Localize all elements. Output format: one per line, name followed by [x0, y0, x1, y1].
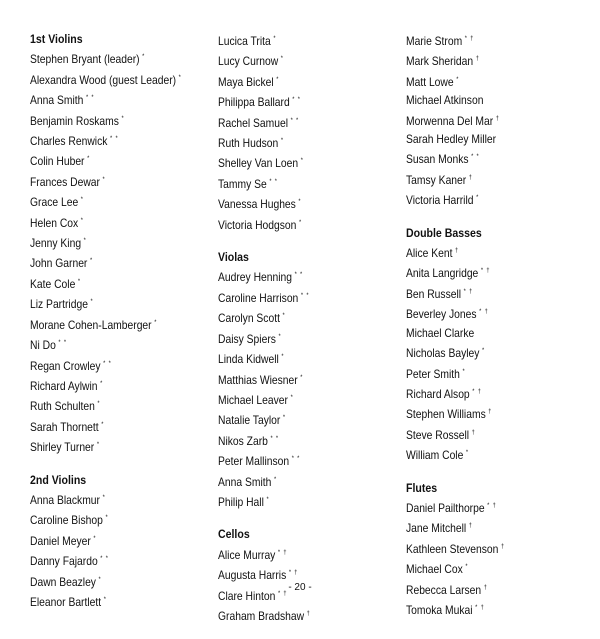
member-name: Victoria Harrild: [406, 193, 474, 208]
member-name: John Garner: [30, 256, 88, 271]
member-name: Mark Sheridan: [406, 54, 474, 69]
member-entry: [406, 50, 565, 70]
member-name: Nicholas Bayley: [406, 346, 480, 361]
member-entry: [218, 112, 373, 132]
member-marks: *: [465, 449, 469, 457]
member-marks: *: [280, 55, 284, 63]
member-name: Shirley Turner: [30, 440, 95, 455]
member-name: Michael Cox: [406, 562, 463, 577]
member-entry: [406, 383, 565, 403]
member-entry: [218, 450, 373, 470]
member-marks: *: [83, 237, 87, 245]
member-marks: *: [87, 155, 91, 163]
member-name: Michael Leaver: [218, 392, 288, 407]
member-marks: *: [278, 332, 282, 340]
member-entry: [218, 152, 373, 172]
member-marks: * *: [290, 116, 300, 124]
member-marks: * *: [471, 153, 480, 161]
member-entry: [218, 50, 373, 70]
member-name: Anna Smith: [218, 474, 272, 489]
member-entry: [30, 550, 185, 570]
member-entry: [406, 262, 565, 282]
member-marks: †: [495, 114, 500, 122]
member-entry: [30, 89, 185, 109]
member-name: Ben Russell: [406, 286, 462, 301]
section-heading: Flutes: [406, 480, 438, 495]
member-name: Stephen Bryant (leader): [30, 52, 140, 67]
member-marks: *: [300, 157, 304, 165]
member-marks: *: [482, 347, 486, 355]
member-name: Vanessa Hughes: [218, 197, 296, 212]
column-2: [218, 30, 398, 639]
member-name: Rachel Samuel: [218, 115, 288, 130]
member-marks: * †: [463, 287, 474, 295]
member-marks: *: [98, 575, 102, 583]
column-3: [406, 30, 591, 633]
member-name: Daisy Spiers: [218, 331, 276, 346]
member-marks: * *: [269, 177, 278, 185]
member-name: Grace Lee: [30, 195, 79, 210]
member-name: Graham Bradshaw: [218, 608, 305, 623]
member-marks: * †: [288, 569, 299, 577]
member-marks: * †: [479, 308, 489, 316]
member-name: Colin Huber: [30, 154, 85, 169]
member-name: William Cole: [406, 448, 464, 463]
section-heading: 1st Violins: [30, 32, 83, 46]
member-entry: [406, 599, 565, 619]
member-name: Maya Bickel: [218, 74, 274, 89]
member-marks: †: [468, 522, 473, 530]
member-entry: [406, 148, 565, 168]
member-entry: [30, 293, 185, 313]
member-name: Beverley Jones: [406, 307, 477, 322]
member-marks: †: [455, 247, 460, 255]
member-name: Alice Murray: [218, 547, 276, 562]
member-marks: *: [290, 393, 294, 401]
member-name: Richard Aylwin: [30, 378, 98, 393]
member-marks: *: [273, 35, 277, 42]
member-entry: [406, 169, 565, 189]
member-entry: [406, 30, 565, 50]
member-name: Susan Monks: [406, 152, 469, 167]
roster-section: [30, 30, 210, 457]
member-entry: [30, 212, 185, 232]
member-entry: [218, 287, 373, 307]
member-entry: [218, 71, 373, 91]
member-entry: [406, 324, 565, 342]
member-marks: * *: [100, 555, 109, 563]
member-name: Alice Kent: [406, 246, 453, 261]
member-entry: [30, 150, 185, 170]
member-marks: * *: [103, 359, 112, 367]
member-name: Michael Clarke: [406, 325, 475, 340]
member-name: Rebecca Larsen: [406, 582, 482, 597]
member-name: Peter Smith: [406, 366, 460, 381]
section-heading: Double Basses: [406, 225, 482, 240]
member-marks: *: [142, 53, 146, 61]
member-marks: *: [462, 367, 466, 375]
member-name: Clare Hinton: [218, 588, 276, 603]
member-entry: [406, 403, 565, 423]
member-entry: [218, 307, 373, 327]
member-marks: *: [80, 216, 84, 224]
member-marks: *: [101, 420, 105, 428]
member-entry: [218, 389, 373, 409]
member-name: Eleanor Bartlett: [30, 594, 102, 609]
member-entry: [218, 409, 373, 429]
section-heading: Violas: [218, 250, 249, 265]
page-number: - 20 -: [288, 582, 312, 593]
member-entry: [30, 314, 185, 334]
member-name: Danny Fajardo: [30, 554, 98, 569]
member-name: Helen Cox: [30, 215, 79, 230]
member-name: Regan Crowley: [30, 358, 101, 373]
member-entry: [30, 273, 185, 293]
member-marks: †: [483, 583, 488, 591]
member-entry: [406, 130, 565, 148]
member-entry: [406, 363, 565, 383]
roster-section: [406, 479, 591, 620]
member-name: Carolyn Scott: [218, 311, 280, 326]
member-name: Ruth Schulten: [30, 399, 95, 414]
member-name: Peter Mallinson: [218, 454, 290, 469]
member-entry: [406, 110, 565, 130]
member-name: Morwenna Del Mar: [406, 113, 494, 128]
member-name: Richard Alsop: [406, 386, 470, 401]
member-marks: *: [103, 595, 107, 603]
member-marks: *: [282, 312, 286, 320]
member-entry: [218, 173, 373, 193]
member-entry: [218, 132, 373, 152]
member-entry: [218, 605, 373, 625]
member-name: Kate Cole: [30, 276, 76, 291]
member-entry: [218, 491, 373, 511]
column-1: [30, 30, 210, 625]
member-name: Frances Dewar: [30, 174, 100, 189]
member-marks: *: [280, 137, 284, 145]
member-marks: * †: [472, 387, 482, 395]
member-entry: [406, 538, 565, 558]
member-marks: *: [80, 196, 84, 204]
member-entry: [406, 71, 565, 91]
member-entry: [218, 328, 373, 348]
member-entry: [406, 497, 565, 517]
member-entry: [30, 171, 185, 191]
member-entry: [406, 242, 565, 262]
member-entry: [218, 348, 373, 368]
member-entry: [30, 232, 185, 252]
member-name: Victoria Hodgson: [218, 217, 297, 232]
member-marks: †: [306, 609, 311, 617]
member-name: Alexandra Wood (guest Leader): [30, 72, 177, 87]
member-entry: [406, 424, 565, 444]
member-entry: [406, 303, 565, 323]
member-name: Liz Partridge: [30, 297, 88, 312]
member-entry: [218, 544, 373, 564]
roster-section: [218, 525, 398, 625]
member-entry: [30, 191, 185, 211]
member-entry: [30, 416, 185, 436]
member-name: Matthias Wiesner: [218, 372, 298, 387]
member-marks: †: [500, 542, 505, 550]
member-name: Dawn Beazley: [30, 574, 96, 589]
member-marks: * †: [487, 501, 497, 509]
member-entry: [406, 558, 565, 578]
member-entry: [218, 430, 373, 450]
member-marks: †: [475, 55, 480, 63]
member-entry: [30, 110, 185, 130]
member-marks: *: [300, 373, 304, 381]
member-entry: [406, 283, 565, 303]
member-entry: [218, 91, 373, 111]
member-marks: * *: [270, 434, 279, 442]
member-marks: *: [105, 514, 109, 522]
member-marks: * *: [85, 94, 95, 102]
member-name: Benjamin Roskams: [30, 113, 119, 128]
member-name: Nikos Zarb: [218, 433, 268, 448]
member-marks: * *: [110, 135, 119, 143]
member-marks: *: [97, 400, 101, 408]
roster-section: [218, 248, 398, 511]
member-name: Augusta Harris: [218, 568, 287, 583]
member-marks: *: [102, 175, 106, 183]
member-marks: * *: [58, 339, 67, 347]
member-marks: * †: [464, 35, 475, 42]
member-marks: *: [77, 277, 81, 285]
member-name: Jenny King: [30, 236, 82, 251]
member-marks: *: [456, 75, 460, 83]
member-marks: *: [298, 218, 303, 226]
member-marks: †: [468, 173, 473, 181]
member-entry: [30, 489, 185, 509]
member-name: Caroline Harrison: [218, 290, 299, 305]
member-entry: [30, 252, 185, 272]
member-marks: * †: [475, 603, 485, 611]
member-name: Tammy Se: [218, 176, 267, 191]
member-name: Linda Kidwell: [218, 352, 279, 367]
member-entry: [218, 369, 373, 389]
member-marks: *: [154, 318, 158, 326]
member-marks: * †: [277, 548, 288, 556]
member-marks: *: [178, 73, 182, 81]
member-entry: [406, 342, 565, 362]
member-name: Daniel Meyer: [30, 533, 91, 548]
member-name: Charles Renwick: [30, 134, 108, 149]
member-name: Shelley Van Loen: [218, 156, 299, 171]
member-name: Marie Strom: [406, 34, 463, 48]
member-marks: * *: [292, 96, 301, 104]
member-marks: *: [281, 353, 285, 361]
member-name: Stephen Williams: [406, 407, 486, 422]
member-marks: †: [488, 408, 493, 416]
member-name: Philip Hall: [218, 494, 264, 509]
member-marks: *: [465, 563, 469, 571]
roster-section: [406, 224, 591, 465]
member-entry: [30, 334, 185, 354]
member-marks: *: [89, 257, 93, 265]
member-name: Audrey Henning: [218, 270, 293, 285]
member-marks: *: [93, 534, 97, 542]
member-name: Steve Rossell: [406, 427, 470, 442]
member-marks: *: [273, 475, 277, 483]
member-name: Ruth Hudson: [218, 136, 279, 151]
member-name: Lucy Curnow: [218, 54, 279, 69]
roster-section: [406, 30, 591, 210]
member-entry: [406, 444, 565, 464]
member-entry: [406, 91, 565, 109]
member-entry: [30, 436, 185, 456]
member-entry: [218, 193, 373, 213]
roster-section: [218, 30, 398, 234]
member-marks: *: [96, 441, 100, 449]
member-entry: [30, 591, 185, 611]
member-marks: *: [282, 414, 286, 422]
member-entry: [218, 471, 373, 491]
member-name: Lucica Trita: [218, 34, 271, 48]
member-name: Michael Atkinson: [406, 93, 484, 108]
member-name: Jane Mitchell: [406, 521, 467, 536]
member-marks: * †: [277, 589, 288, 597]
member-name: Tamsy Kaner: [406, 172, 467, 187]
member-name: Anita Langridge: [406, 266, 479, 281]
member-entry: [30, 48, 185, 68]
member-entry: [30, 130, 185, 150]
member-entry: [406, 517, 565, 537]
member-name: Anna Blackmur: [30, 492, 100, 507]
member-name: Kathleen Stevenson: [406, 541, 499, 556]
member-name: Anna Smith: [30, 93, 84, 108]
member-name: Matt Lowe: [406, 74, 454, 89]
member-marks: *: [121, 114, 125, 122]
member-name: Sarah Thornett: [30, 419, 99, 434]
member-marks: *: [276, 75, 280, 83]
member-marks: * *: [291, 455, 301, 463]
section-heading: 2nd Violins: [30, 472, 87, 487]
member-marks: * *: [294, 271, 304, 279]
member-name: Caroline Bishop: [30, 513, 103, 528]
member-entry: [406, 189, 565, 209]
member-entry: [218, 214, 373, 234]
member-name: Morane Cohen-Lamberger: [30, 317, 152, 332]
member-name: Natalie Taylor: [218, 413, 281, 428]
member-name: Daniel Pailthorpe: [406, 500, 485, 515]
section-heading: Cellos: [218, 527, 250, 542]
member-entry: [218, 30, 373, 50]
member-entry: [30, 69, 185, 89]
member-entry: [30, 509, 185, 529]
member-marks: * †: [480, 267, 491, 275]
member-name: Ni Do: [30, 338, 56, 353]
member-marks: †: [471, 428, 476, 436]
member-name: Philippa Ballard: [218, 95, 290, 110]
member-marks: *: [298, 198, 302, 206]
member-entry: [30, 355, 185, 375]
member-marks: *: [100, 379, 104, 387]
member-marks: * *: [300, 291, 310, 299]
member-name: Tomoka Mukai: [406, 602, 473, 617]
member-entry: [30, 530, 185, 550]
member-entry: [218, 266, 373, 286]
member-marks: *: [102, 493, 106, 501]
member-entry: [30, 395, 185, 415]
member-entry: [30, 375, 185, 395]
member-marks: *: [90, 298, 94, 306]
member-marks: *: [476, 194, 480, 202]
member-name: Sarah Hedley Miller: [406, 132, 497, 147]
member-marks: *: [266, 495, 270, 503]
